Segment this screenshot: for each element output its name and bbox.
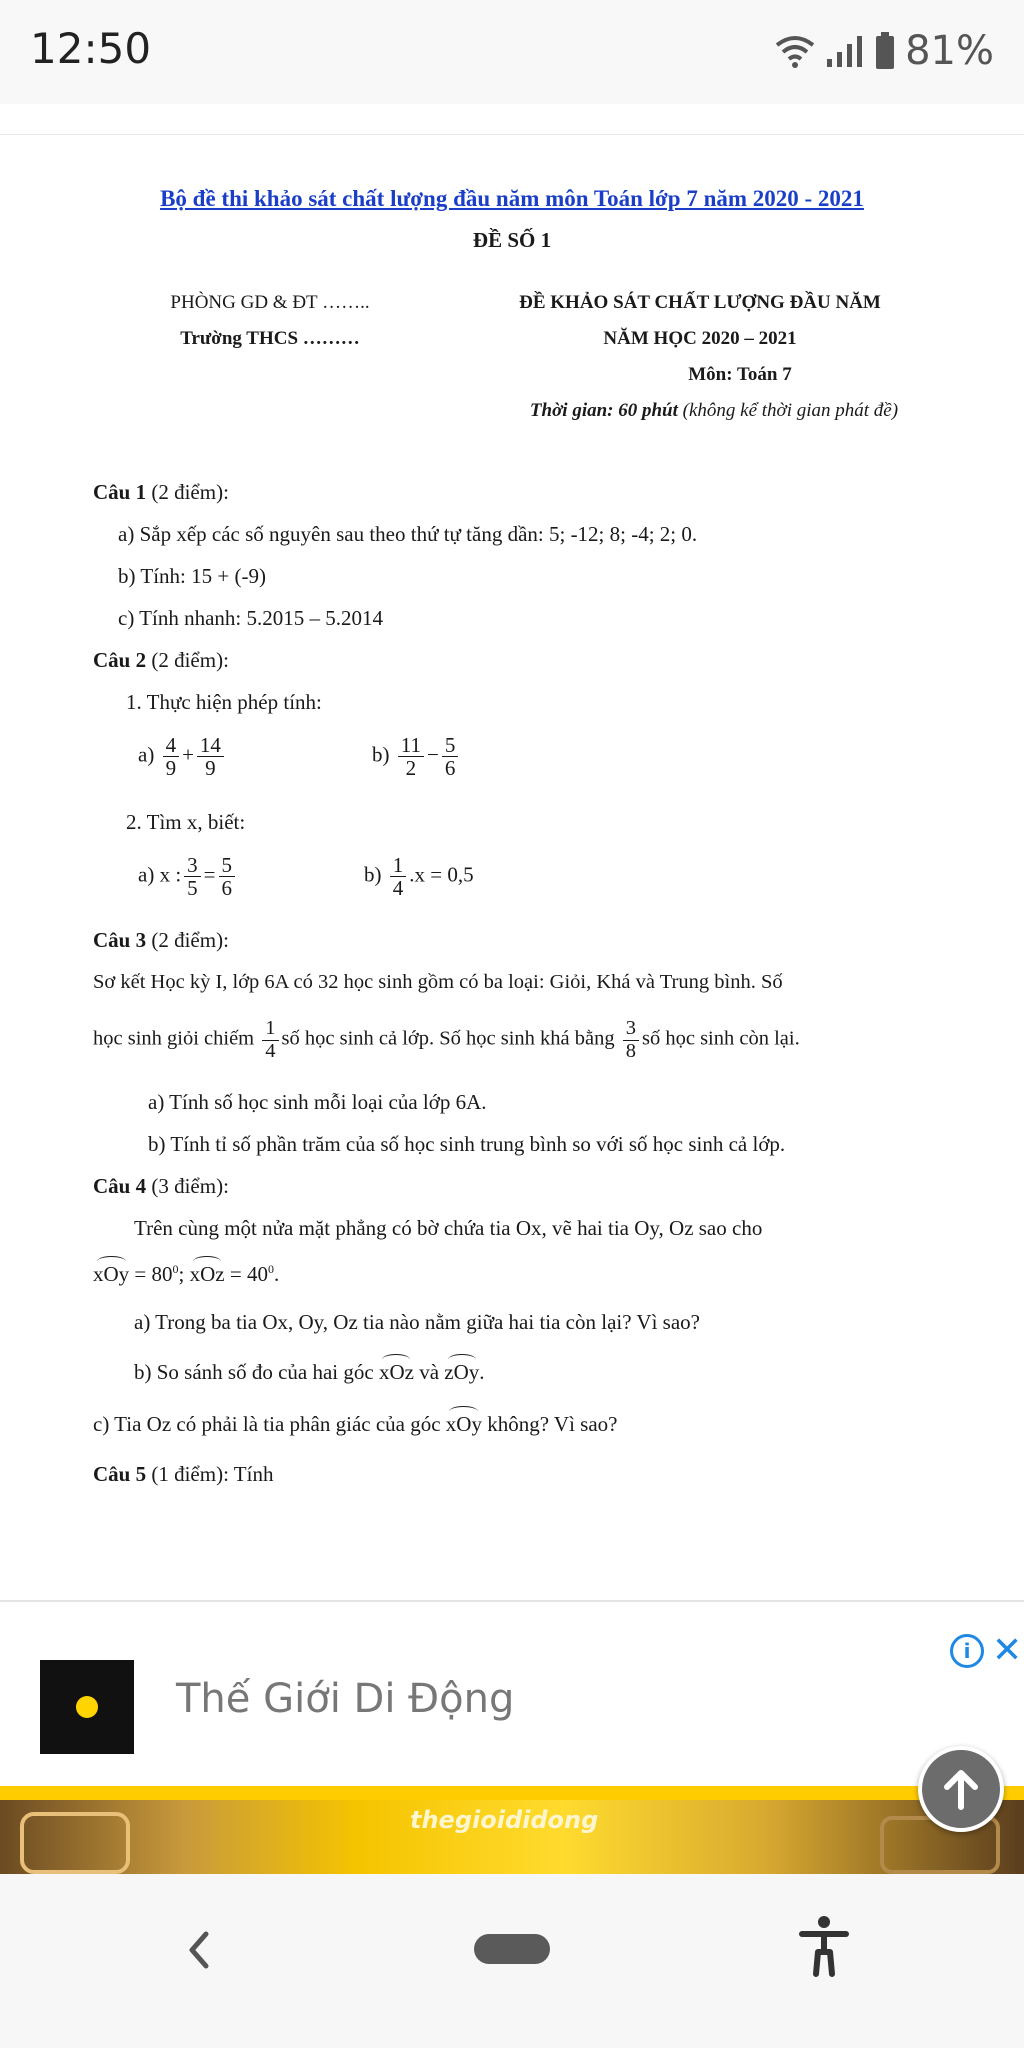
q4-points: (3 điểm): — [151, 1174, 229, 1198]
q2-label: Câu 2 — [93, 648, 147, 672]
q3-line-2: học sinh giỏi chiếm $\frac{1}{4}$ số học sinh cả lớp. Số học sinh khá bằng $\frac{3}{8}$ số học sinh còn lại. — [93, 1017, 800, 1062]
q4-label: Câu 4 — [93, 1174, 147, 1198]
arrow-up-icon — [941, 1767, 981, 1811]
q3-heading — [93, 928, 229, 953]
header-school-year: NĂM HỌC 2020 – 2021 — [603, 328, 797, 349]
signal-icon — [825, 33, 865, 69]
header-department: PHÒNG GD & ĐT …….. — [170, 292, 370, 313]
fraction: $\frac{5}{6}$ — [219, 854, 236, 899]
ad-info-icon[interactable]: i — [950, 1634, 984, 1668]
header-exam-title: ĐỀ KHẢO SÁT CHẤT LƯỢNG ĐẦU NĂM — [519, 292, 881, 313]
q4-part-b: b) So sánh số đo của hai góc xOz và zOy. — [134, 1360, 485, 1384]
fraction: $\frac{14}{9}$ — [197, 734, 224, 779]
q3-part-b: b) Tính tỉ số phần trăm của số học sinh trung bình so với số học sinh cả lớp. — [148, 1132, 786, 1156]
q4-part-c: c) Tia Oz có phải là tia phân giác của góc xOy không? Vì sao? — [93, 1412, 618, 1436]
q5-points: (1 điểm): Tính — [151, 1462, 274, 1486]
document-title-link[interactable]: Bộ đề thi khảo sát chất lượng đầu năm môn Toán lớp 7 năm 2020 - 2021 — [160, 186, 864, 211]
advertiser-name[interactable]: Thế Giới Di Động — [176, 1676, 515, 1722]
status-bar — [0, 0, 1024, 104]
fraction: $\frac{3}{5}$ — [184, 854, 201, 899]
q4-intro: Trên cùng một nửa mặt phẳng có bờ chứa tia Ox, vẽ hai tia Oy, Oz sao cho — [134, 1216, 763, 1240]
ad-close-icon[interactable]: ✕ — [992, 1630, 1023, 1671]
q3-points: (2 điểm): — [151, 928, 229, 952]
advertiser-logo[interactable] — [40, 1660, 134, 1754]
q2-part-2: 2. Tìm x, biết: — [126, 810, 246, 834]
q2-2b-prefix: b) — [364, 862, 382, 887]
fraction: $\frac{1}{4}$ — [390, 854, 407, 899]
logo-dot — [76, 1696, 98, 1718]
q2-2a: a) x : $\frac{3}{5}$ = $\frac{5}{6}$ — [138, 854, 238, 899]
q2-1b-prefix: b) — [372, 742, 390, 767]
q2-heading — [93, 648, 229, 673]
q1-label: Câu 1 — [93, 480, 147, 504]
q2-1a: a) $\frac{4}{9}$ + $\frac{14}{9}$ — [138, 734, 227, 779]
ad-divider — [0, 1600, 1024, 1602]
q1-part-a: a) Sắp xếp các số nguyên sau theo thứ tự tăng dần: 5; -12; 8; -4; 2; 0. — [118, 522, 698, 546]
q2-points: (2 điểm): — [151, 648, 229, 672]
scroll-to-top-button[interactable] — [918, 1746, 1004, 1832]
wifi-icon — [775, 33, 815, 69]
fraction: $\frac{1}{4}$ — [262, 1018, 278, 1062]
battery-icon — [875, 32, 895, 70]
status-time: 12:50 — [30, 24, 152, 73]
back-chevron-icon[interactable] — [176, 1920, 220, 1980]
time-label: Thời gian: 60 phút — [529, 400, 678, 421]
q4-heading — [93, 1174, 229, 1199]
q3-line-1: Sơ kết Học kỳ I, lớp 6A có 32 học sinh gồm có ba loại: Giỏi, Khá và Trung bình. Số — [93, 971, 783, 993]
system-nav-bar — [0, 1874, 1024, 2048]
battery-percent: 81% — [905, 28, 994, 74]
q3-part-a: a) Tính số học sinh mỗi loại của lớp 6A. — [148, 1090, 487, 1114]
banner-shelf-decoration — [20, 1812, 130, 1874]
q2-1a-prefix: a) — [138, 742, 155, 767]
banner-top-bar — [0, 1786, 1024, 1800]
home-pill-button[interactable] — [474, 1934, 550, 1964]
q5-label: Câu 5 — [93, 1462, 147, 1486]
header-school: Trường THCS ……… — [180, 328, 360, 349]
q3-label: Câu 3 — [93, 928, 147, 952]
document-subtitle: ĐỀ SỐ 1 — [472, 228, 552, 252]
time-note: (không kể thời gian phát đề) — [682, 400, 899, 421]
accessibility-icon[interactable] — [798, 1914, 850, 1978]
q2-2b: b) $\frac{1}{4}$ .x = 0,5 — [364, 853, 474, 901]
q4-part-a: a) Trong ba tia Ox, Oy, Oz tia nào nằm giữa hai tia còn lại? Vì sao? — [134, 1310, 700, 1334]
page-divider — [0, 134, 1024, 135]
ad-container[interactable] — [0, 1624, 1024, 1874]
q2-1b: b) $\frac{11}{2}$ − $\frac{5}{6}$ — [372, 734, 461, 779]
q2-2a-prefix: a) — [138, 862, 155, 887]
q1-heading — [93, 480, 229, 505]
status-icons — [775, 28, 994, 74]
header-subject: Môn: Toán 7 — [688, 364, 792, 385]
q1-part-c: c) Tính nhanh: 5.2015 – 5.2014 — [118, 606, 384, 630]
q2-part-1: 1. Thực hiện phép tính: — [126, 690, 322, 714]
fraction: $\frac{4}{9}$ — [163, 734, 180, 779]
fraction: $\frac{5}{6}$ — [442, 734, 459, 779]
fraction: $\frac{3}{8}$ — [623, 1018, 639, 1062]
q1-points: (2 điểm): — [151, 480, 229, 504]
q1-part-b: b) Tính: 15 + (-9) — [118, 564, 266, 588]
header-time — [494, 400, 934, 422]
fraction: $\frac{11}{2}$ — [398, 734, 424, 779]
ad-banner-image[interactable] — [0, 1786, 1024, 1874]
q5-heading — [93, 1462, 273, 1487]
banner-brand-text: thegioididong — [410, 1806, 599, 1834]
q4-angles: xOy = $80^0$; xOz = $40^0$. — [93, 1262, 280, 1286]
